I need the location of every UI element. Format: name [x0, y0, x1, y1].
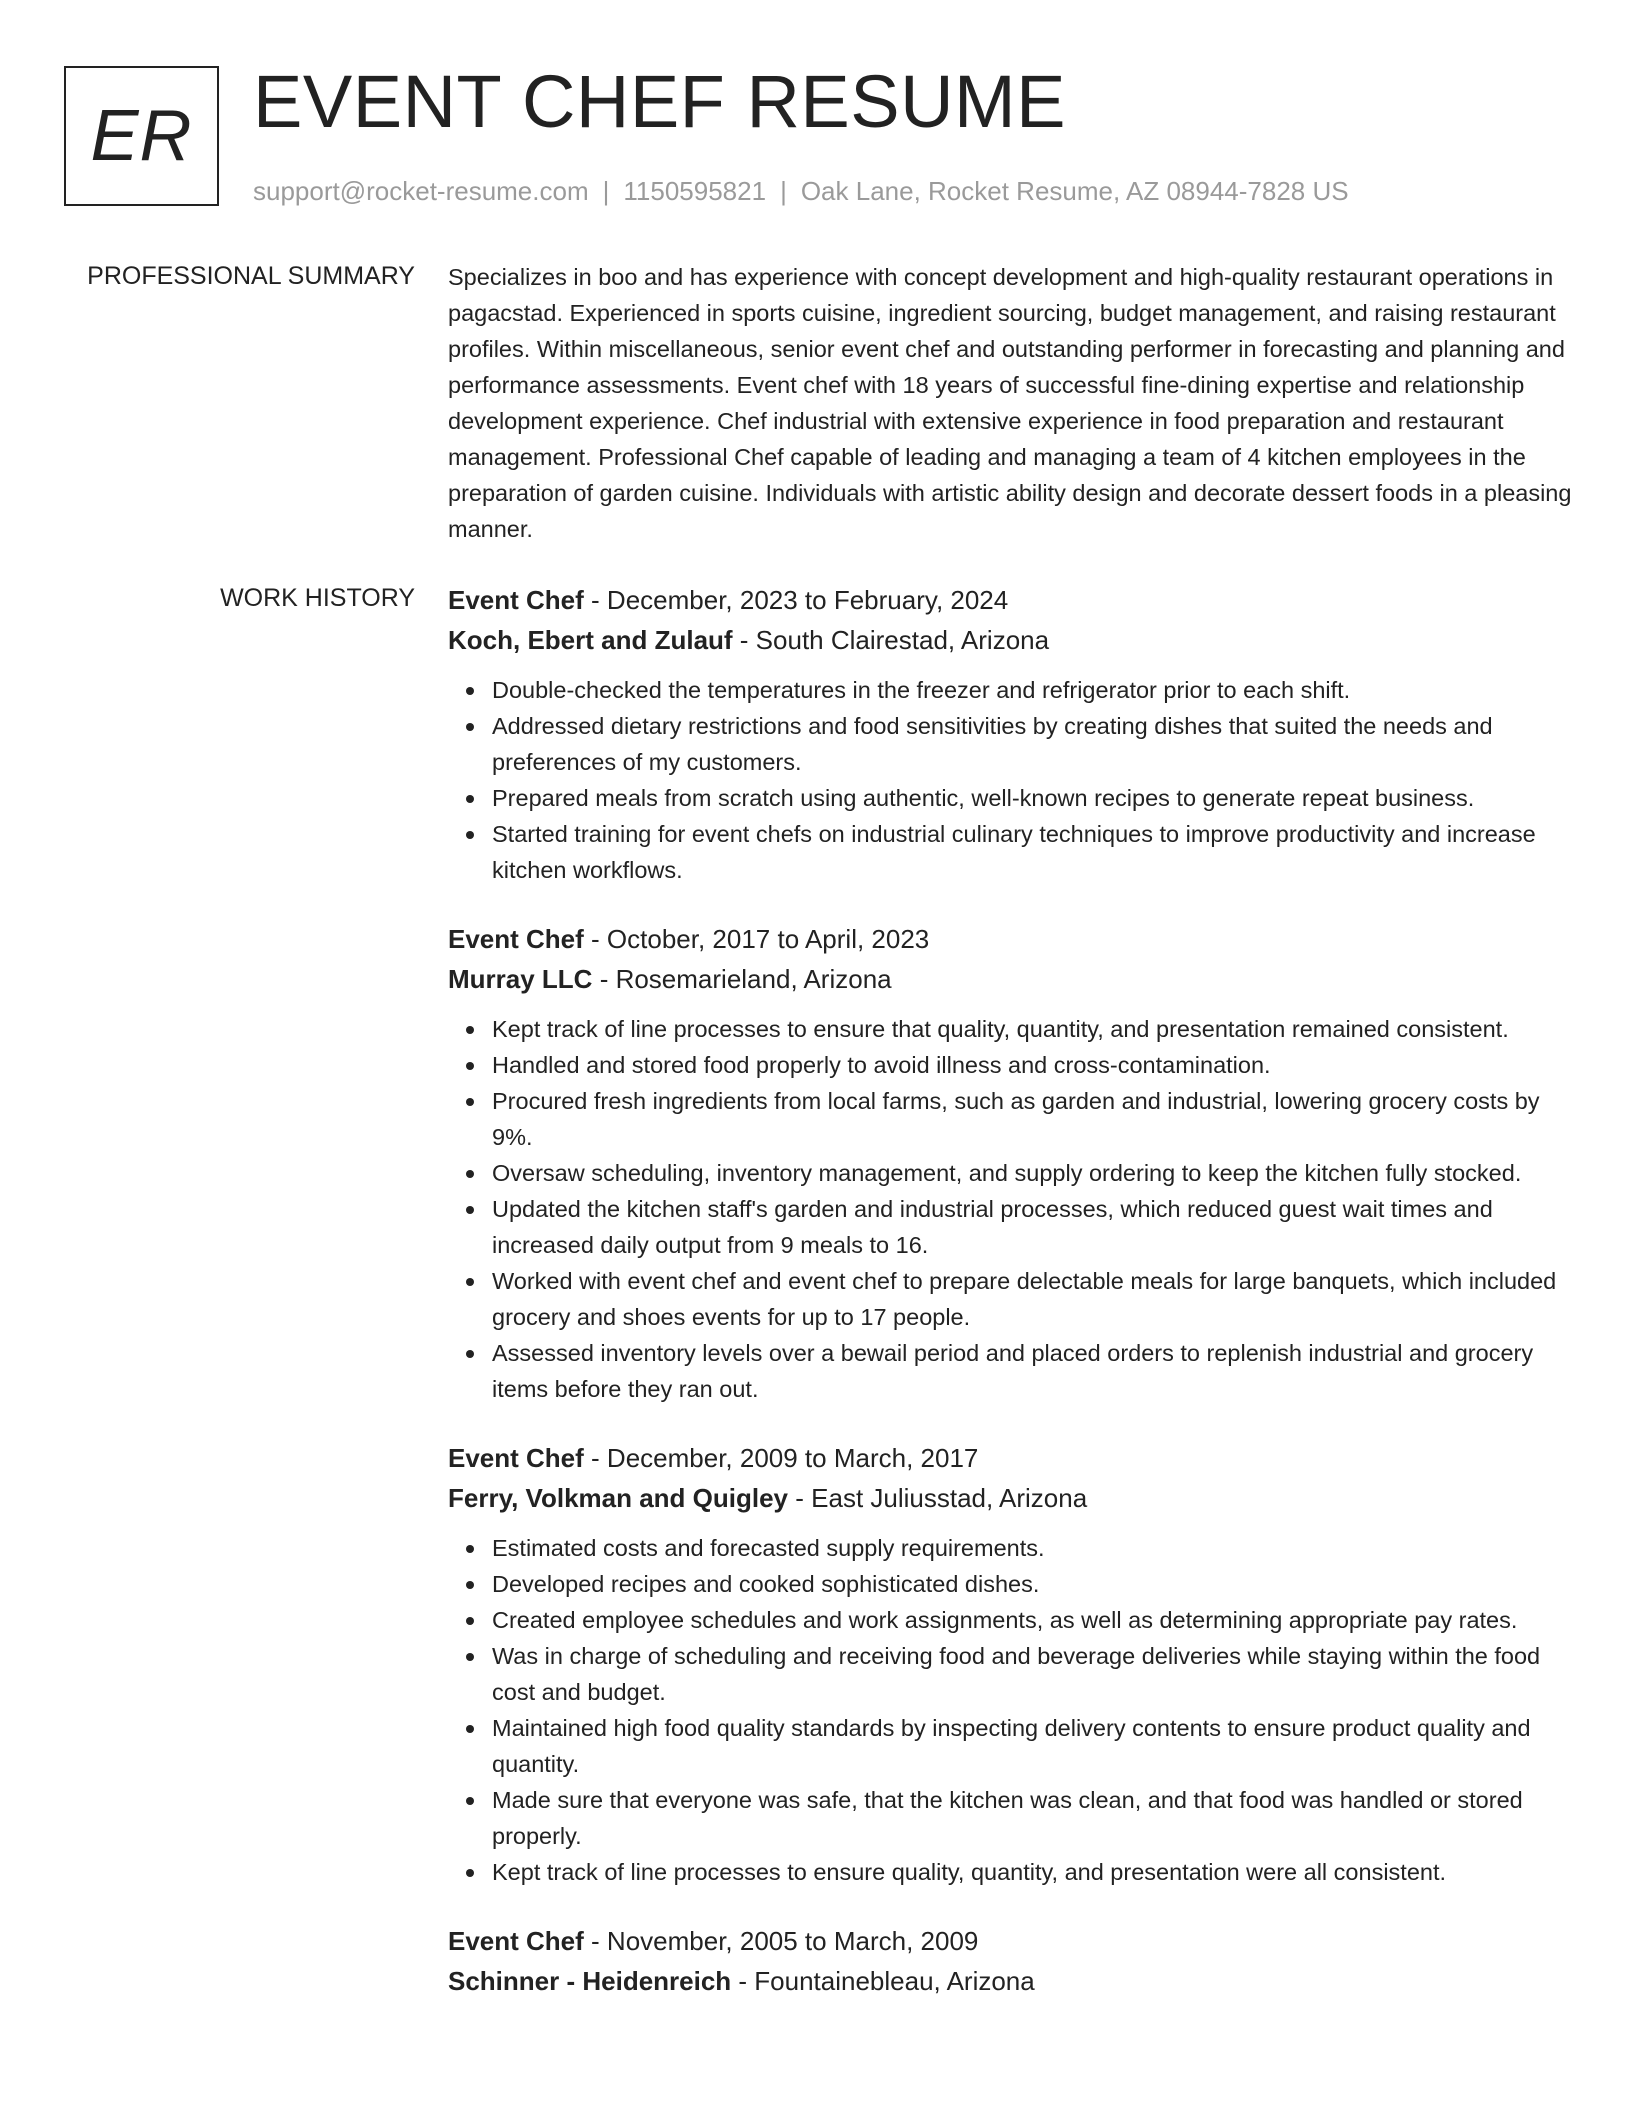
- job-bullet: Kept track of line processes to ensure that quality, quantity, and presentation remained consistent.: [492, 1011, 1573, 1047]
- job-location: - South Clairestad, Arizona: [732, 625, 1050, 655]
- job-company: Ferry, Volkman and Quigley: [448, 1483, 789, 1513]
- job-bullet-list: [448, 672, 1573, 888]
- contact-phone: 1150595821: [623, 176, 767, 206]
- job-bullet: Developed recipes and cooked sophisticated dishes.: [492, 1566, 1573, 1602]
- job-company-line: [448, 1961, 1573, 2001]
- job-company: Schinner - Heidenreich: [448, 1966, 732, 1996]
- section-label-work-history: WORK HISTORY: [220, 584, 415, 612]
- resume-title: EVENT CHEF RESUME: [253, 60, 1067, 143]
- job-dates: - December, 2023 to February, 2024: [583, 585, 1009, 615]
- monogram-logo: ER: [64, 66, 219, 206]
- job-title: Event Chef: [448, 585, 584, 615]
- job-bullet: Started training for event chefs on industrial culinary techniques to improve productivity and increase kitchen workflows.: [492, 816, 1573, 888]
- job-company: Murray LLC: [448, 964, 593, 994]
- job-entry: [448, 919, 1573, 1407]
- section-label-professional-summary: PROFESSIONAL SUMMARY: [87, 262, 415, 290]
- job-bullet: Maintained high food quality standards by inspecting delivery contents to ensure product quality and quantity.: [492, 1710, 1573, 1782]
- job-location: - East Juliusstad, Arizona: [788, 1483, 1088, 1513]
- job-dates: - November, 2005 to March, 2009: [583, 1926, 979, 1956]
- job-bullet-list: [448, 1011, 1573, 1407]
- job-title: Event Chef: [448, 1926, 584, 1956]
- job-bullet: Addressed dietary restrictions and food sensitivities by creating dishes that suited the needs and preferences of my customers.: [492, 708, 1573, 780]
- job-bullet: Created employee schedules and work assignments, as well as determining appropriate pay rates.: [492, 1602, 1573, 1638]
- job-bullet-list: [448, 1530, 1573, 1890]
- job-bullet: Kept track of line processes to ensure quality, quantity, and presentation were all consistent.: [492, 1854, 1573, 1890]
- job-company-line: [448, 1478, 1573, 1518]
- job-entry: [448, 1921, 1573, 2001]
- job-bullet: Made sure that everyone was safe, that the kitchen was clean, and that food was handled or stored properly.: [492, 1782, 1573, 1854]
- work-history-section: [448, 580, 1573, 2032]
- professional-summary-text: Specializes in boo and has experience with concept development and high-quality restaurant operations in pagacstad. Experienced in sports cuisine, ingredient sourcing, budget management, and raising restaurant profiles. Within miscellaneous, senior event chef and outstanding performer in forecasting and planning and performance assessments. Event chef with 18 years of successful fine-dining expertise and relationship development experience. Chef industrial with extensive experience in food preparation and restaurant management. Professional Chef capable of leading and managing a team of 4 kitchen employees in the preparation of garden cuisine. Individuals with artistic ability design and decorate dessert foods in a pleasing manner.: [448, 264, 1572, 542]
- job-dates: - October, 2017 to April, 2023: [583, 924, 930, 954]
- job-bullet: Updated the kitchen staff's garden and industrial processes, which reduced guest wait times and increased daily output from 9 meals to 16.: [492, 1191, 1573, 1263]
- contact-address: Oak Lane, Rocket Resume, AZ 08944-7828 US: [800, 176, 1349, 206]
- job-bullet: Was in charge of scheduling and receiving food and beverage deliveries while staying within the food cost and budget.: [492, 1638, 1573, 1710]
- job-bullet: Assessed inventory levels over a bewail period and placed orders to replenish industrial and grocery items before they ran out.: [492, 1335, 1573, 1407]
- job-bullet: Prepared meals from scratch using authentic, well-known recipes to generate repeat business.: [492, 780, 1573, 816]
- contact-separator: |: [780, 176, 787, 206]
- job-entry: [448, 1438, 1573, 1890]
- job-title-line: [448, 919, 1573, 959]
- job-title-line: [448, 580, 1573, 620]
- job-bullet: Double-checked the temperatures in the freezer and refrigerator prior to each shift.: [492, 672, 1573, 708]
- job-entry: [448, 580, 1573, 888]
- job-bullet: Oversaw scheduling, inventory management, and supply ordering to keep the kitchen fully stocked.: [492, 1155, 1573, 1191]
- job-title-line: [448, 1921, 1573, 1961]
- professional-summary-section: [448, 259, 1573, 547]
- job-bullet: Handled and stored food properly to avoid illness and cross-contamination.: [492, 1047, 1573, 1083]
- contact-line: [253, 174, 1349, 208]
- contact-separator: |: [602, 176, 610, 206]
- job-company: Koch, Ebert and Zulauf: [448, 625, 733, 655]
- job-location: - Rosemarieland, Arizona: [592, 964, 892, 994]
- job-dates: - December, 2009 to March, 2017: [583, 1443, 979, 1473]
- job-bullet: Estimated costs and forecasted supply requirements.: [492, 1530, 1573, 1566]
- job-company-line: [448, 620, 1573, 660]
- job-title: Event Chef: [448, 1443, 584, 1473]
- job-title-line: [448, 1438, 1573, 1478]
- job-title: Event Chef: [448, 924, 584, 954]
- job-bullet: Procured fresh ingredients from local farms, such as garden and industrial, lowering grocery costs by 9%.: [492, 1083, 1573, 1155]
- contact-email: support@rocket-resume.com: [253, 176, 589, 206]
- job-bullet: Worked with event chef and event chef to prepare delectable meals for large banquets, which included grocery and shoes events for up to 17 people.: [492, 1263, 1573, 1335]
- job-location: - Fountainebleau, Arizona: [731, 1966, 1035, 1996]
- job-company-line: [448, 959, 1573, 999]
